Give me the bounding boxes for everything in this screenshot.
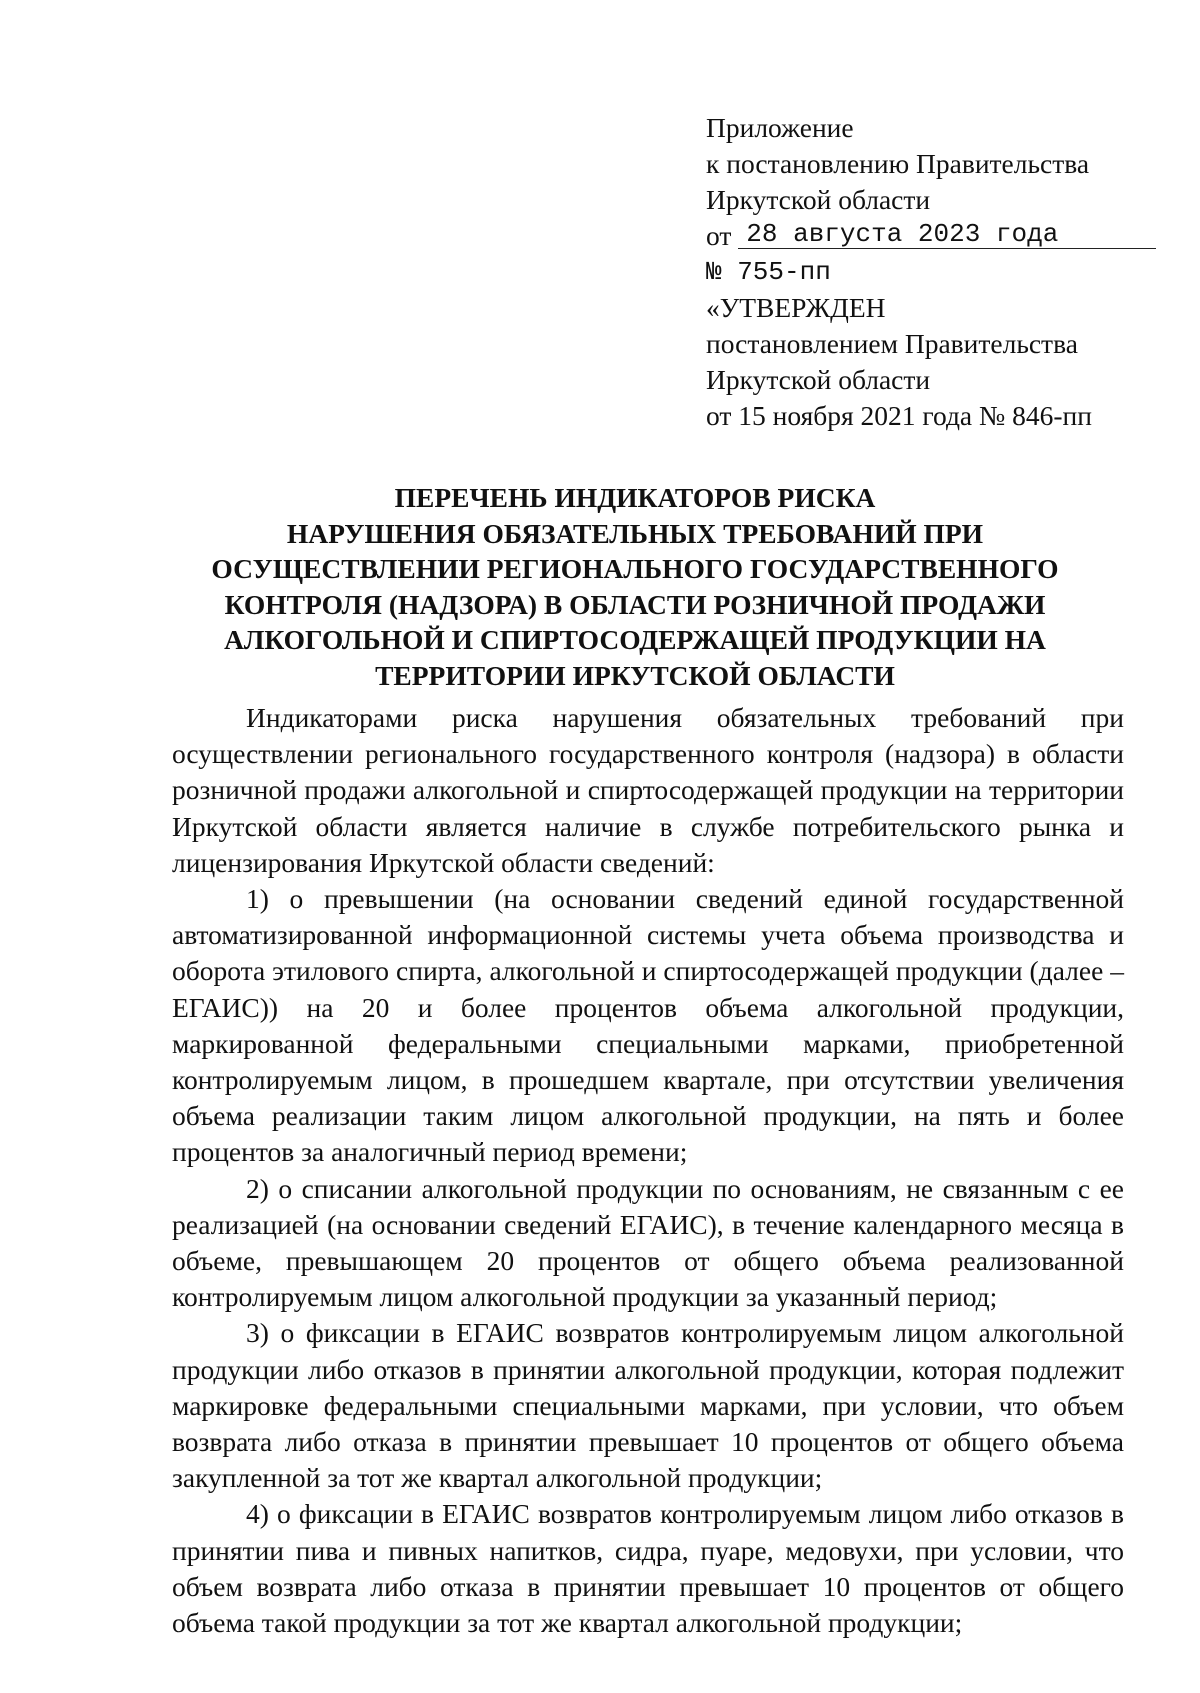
- title-line-6: ТЕРРИТОРИИ ИРКУТСКОЙ ОБЛАСТИ: [375, 659, 895, 691]
- title-line-1: ПЕРЕЧЕНЬ ИНДИКАТОРОВ РИСКА: [394, 482, 876, 513]
- appendix-line-3: Иркутской области: [706, 184, 931, 215]
- title-line-3: ОСУЩЕСТВЛЕНИИ РЕГИОНАЛЬНОГО ГОСУДАРСТВЕННОГО: [211, 553, 1059, 584]
- title-line-4: КОНТРОЛЯ (НАДЗОРА) В ОБЛАСТИ РОЗНИЧНОЙ ПРОДАЖИ: [224, 588, 1046, 620]
- appendix-line-1: Приложение: [706, 112, 854, 143]
- approved-line-1: «УТВЕРЖДЕН: [706, 292, 886, 323]
- date-prefix: от: [706, 220, 732, 251]
- document-number: № 755-пп: [706, 257, 831, 287]
- approved-line-3: Иркутской области: [706, 364, 931, 395]
- document-body: [172, 700, 1124, 1641]
- intro-paragraph: Индикаторами риска нарушения обязательных требований при осуществлении регионального государственного контроля (надзора) в области розничной продажи алкогольной и спиртосодержащей продукции на территории Иркутской области является наличие в службе потребительского рынка и лицензирования Иркутской области сведений:: [172, 702, 1124, 878]
- item-1-paragraph: 1) о превышении (на основании сведений единой государственной автоматизированной информационной системы учета объема производства и оборота этилового спирта, алкогольной и спиртосодержащей продукции (далее – ЕГАИС)) на 20 и более процентов объема алкогольной продукции, маркированной федеральными специальными марками, приобретенной контролируемым лицом, в прошедшем квартале, при отсутствии увеличения объема реализации таким лицом алкогольной продукции, на пять и более процентов за аналогичный период времени;: [172, 883, 1124, 1168]
- appendix-line-2: к постановлению Правительства: [706, 148, 1090, 179]
- item-2-paragraph: 2) о списании алкогольной продукции по основаниям, не связанным с ее реализацией (на основании сведений ЕГАИС), в течение календарного месяца в объеме, превышающем 20 процентов от общего объема реализованной контролируемым лицом алкогольной продукции за указанный период;: [172, 1172, 1124, 1313]
- approved-line-2: постановлением Правительства: [706, 328, 1078, 359]
- appendix-block: [706, 110, 1146, 434]
- title-line-2: НАРУШЕНИЯ ОБЯЗАТЕЛЬНЫХ ТРЕБОВАНИЙ ПРИ: [286, 517, 984, 549]
- approved-line-4: от 15 ноября 2021 года № 846-пп: [706, 400, 1092, 431]
- item-3-paragraph: 3) о фиксации в ЕГАИС возвратов контролируемым лицом алкогольной продукции либо отказов в принятии алкогольной продукции, которая подлежит маркировке федеральными специальными марками, при условии, что объем возврата либо отказа в принятии превышает 10 процентов от общего объема закупленной за тот же квартал алкогольной продукции;: [172, 1317, 1124, 1494]
- date-value: 28 августа 2023 года: [738, 220, 1156, 249]
- document-title: [140, 480, 1130, 693]
- appendix-date-line: [706, 218, 1146, 254]
- item-4-paragraph: 4) о фиксации в ЕГАИС возвратов контролируемым лицом либо отказов в принятии пива и пивных напитков, сидра, пуаре, медовухи, при условии, что объем возврата либо отказа в принятии превышает 10 процентов от общего объема такой продукции за тот же квартал алкогольной продукции;: [172, 1498, 1124, 1639]
- title-line-5: АЛКОГОЛЬНОЙ И СПИРТОСОДЕРЖАЩЕЙ ПРОДУКЦИИ НА: [224, 624, 1046, 655]
